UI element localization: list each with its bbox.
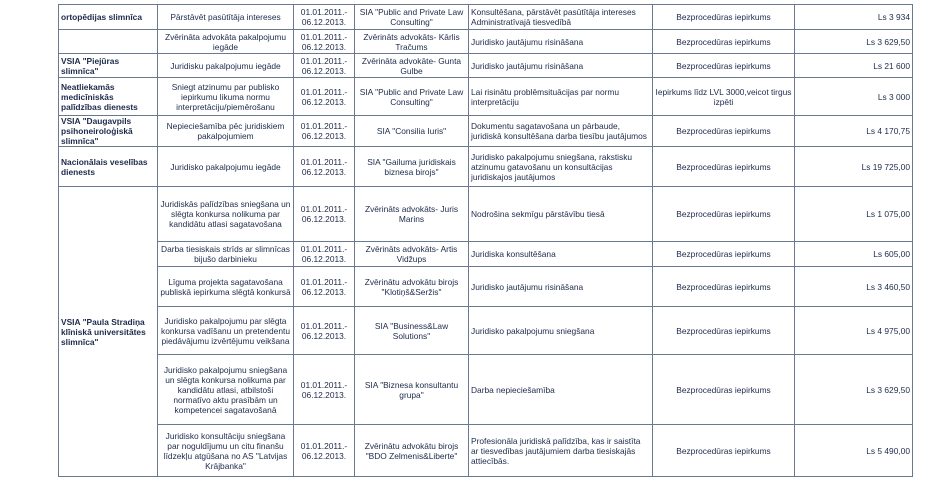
subject-cell: Līguma projekta sagatavošana publiskā iepirkuma slēgtā konkursā xyxy=(158,267,294,307)
service-cell: Profesionāla juridiskā palīdzība, kas ir saistīta ar tiesvedības jautājumiem darba tiesiskajās attiecībās. xyxy=(469,425,653,477)
org-cell: VSIA "Paula Stradiņa klīniskā universitātes slimnīca" xyxy=(59,187,158,477)
subject-cell: Juridiskās palīdzības sniegšana un slēgta konkursa nolikuma par kandidātu atlasi sagatavošana xyxy=(158,187,294,242)
procedure-cell: Iepirkums līdz LVL 3000,veicot tirgus izpēti xyxy=(653,78,795,116)
table-row xyxy=(59,242,913,267)
service-cell: Juridisko jautājumu risināšana xyxy=(469,54,653,78)
service-cell: Nodrošina sekmīgu pārstāvību tiesā xyxy=(469,187,653,242)
amount-cell: Ls 3 000 xyxy=(795,78,913,116)
service-cell: Juridiska konsultēšana xyxy=(469,242,653,267)
supplier-cell: Zvērināts advokāts- Juris Marins xyxy=(355,187,469,242)
amount-cell: Ls 3 934 xyxy=(795,5,913,30)
service-cell: Juridisko pakalpojumu sniegšana, rakstisku atzinumu gatavošanu un konsultācijas juridiskajos jautājumos xyxy=(469,147,653,187)
amount-cell: Ls 4 170,75 xyxy=(795,116,913,147)
procedure-cell: Bezprocedūras iepirkums xyxy=(653,307,795,355)
supplier-cell: Zvērināts advokāts- Kārlis Tračums xyxy=(355,30,469,54)
period-cell: 01.01.2011.- 06.12.2013. xyxy=(294,54,355,78)
supplier-cell: SIA "Public and Private Law Consulting" xyxy=(355,78,469,116)
period-cell: 01.01.2011.- 06.12.2013. xyxy=(294,267,355,307)
table-row xyxy=(59,78,913,116)
service-cell: Dokumentu sagatavošana un pārbaude, juridiskā konsultēšana darba tiesību jautājumos xyxy=(469,116,653,147)
period-cell: 01.01.2011.- 06.12.2013. xyxy=(294,116,355,147)
amount-cell: Ls 605,00 xyxy=(795,242,913,267)
table-row xyxy=(59,425,913,477)
subject-cell: Zvērināta advokāta pakalpojumu iegāde xyxy=(158,30,294,54)
amount-cell: Ls 3 460,50 xyxy=(795,267,913,307)
table-row xyxy=(59,54,913,78)
table-row xyxy=(59,355,913,425)
org-cell-empty xyxy=(59,30,158,54)
supplier-cell: SIA "Business&Law Solutions" xyxy=(355,307,469,355)
subject-cell: Juridisko pakalpojumu iegāde xyxy=(158,147,294,187)
subject-cell: Pārstāvēt pasūtītāja intereses xyxy=(158,5,294,30)
supplier-cell: SIA "Gailuma juridiskais biznesa birojs" xyxy=(355,147,469,187)
supplier-cell: SIA "Public and Private Law Consulting" xyxy=(355,5,469,30)
amount-cell: Ls 5 490,00 xyxy=(795,425,913,477)
subject-cell: Sniegt atzinumu par publisko iepirkumu likuma normu interpretāciju/piemērošanu xyxy=(158,78,294,116)
supplier-cell: Zvērināta advokāte- Gunta Gulbe xyxy=(355,54,469,78)
amount-cell: Ls 21 600 xyxy=(795,54,913,78)
service-cell: Lai risinātu problēmsituācijas par normu interpretāciju xyxy=(469,78,653,116)
subject-cell: Darba tiesiskais strīds ar slimnīcas bijušo darbinieku xyxy=(158,242,294,267)
procedure-cell: Bezprocedūras iepirkums xyxy=(653,5,795,30)
procedure-cell: Bezprocedūras iepirkums xyxy=(653,242,795,267)
service-cell: Juridisko pakalpojumu sniegšana xyxy=(469,307,653,355)
org-cell: VSIA "Daugavpils psihoneiroloģiskā slimnīca" xyxy=(59,116,158,147)
org-cell: VSIA "Piejūras slimnīca" xyxy=(59,54,158,78)
supplier-cell: Zvērināts advokāts- Artis Vidžups xyxy=(355,242,469,267)
service-cell: Juridisko jautājumu risināšana xyxy=(469,267,653,307)
service-cell: Juridisko jautājumu risināšana xyxy=(469,30,653,54)
subject-cell: Nepieciešamība pēc juridiskiem pakalpojumiem xyxy=(158,116,294,147)
subject-cell: Juridisku pakalpojumu iegāde xyxy=(158,54,294,78)
procedure-cell: Bezprocedūras iepirkums xyxy=(653,425,795,477)
period-cell: 01.01.2011.- 06.12.2013. xyxy=(294,187,355,242)
procedure-cell: Bezprocedūras iepirkums xyxy=(653,355,795,425)
subject-cell: Juridisko pakalpojumu sniegšana un slēgta konkursa nolikuma par kandidātu atlasi, atbilstoši normatīvo aktu prasībām un kompetencei sagatavošanā xyxy=(158,355,294,425)
subject-cell: Juridisko pakalpojumu par slēgta konkursa vadīšanu un pretendentu piedāvājumu izvērtējumu veikšana xyxy=(158,307,294,355)
period-cell: 01.01.2011.- 06.12.2013. xyxy=(294,147,355,187)
procedure-cell: Bezprocedūras iepirkums xyxy=(653,116,795,147)
period-cell: 01.01.2011.- 06.12.2013. xyxy=(294,307,355,355)
table-row xyxy=(59,187,913,242)
procedure-cell: Bezprocedūras iepirkums xyxy=(653,54,795,78)
procedure-cell: Bezprocedūras iepirkums xyxy=(653,30,795,54)
supplier-cell: SIA "Consilia Iuris" xyxy=(355,116,469,147)
period-cell: 01.01.2011.- 06.12.2013. xyxy=(294,242,355,267)
supplier-cell: Zvērinātu advokātu birojs "BDO Zelmenis&Liberte" xyxy=(355,425,469,477)
period-cell: 01.01.2011.- 06.12.2013. xyxy=(294,30,355,54)
service-cell: Konsultēšana, pārstāvēt pasūtītāja intereses Administratīvajā tiesvedībā xyxy=(469,5,653,30)
period-cell: 01.01.2011.- 06.12.2013. xyxy=(294,5,355,30)
amount-cell: Ls 1 075,00 xyxy=(795,187,913,242)
table-row xyxy=(59,116,913,147)
table-row xyxy=(59,307,913,355)
table-row xyxy=(59,147,913,187)
supplier-cell: SIA "Biznesa konsultantu grupa" xyxy=(355,355,469,425)
amount-cell: Ls 3 629,50 xyxy=(795,355,913,425)
supplier-cell: Zvērinātu advokātu birojs "Klotiņš&Seržis" xyxy=(355,267,469,307)
org-cell: ortopēdijas slimnīca xyxy=(59,5,158,30)
procedure-cell: Bezprocedūras iepirkums xyxy=(653,187,795,242)
org-cell: Nacionālais veselības dienests xyxy=(59,147,158,187)
procurement-table xyxy=(58,4,913,477)
table-row xyxy=(59,5,913,30)
period-cell: 01.01.2011.- 06.12.2013. xyxy=(294,78,355,116)
table-row xyxy=(59,267,913,307)
amount-cell: Ls 3 629,50 xyxy=(795,30,913,54)
amount-cell: Ls 19 725,00 xyxy=(795,147,913,187)
service-cell: Darba nepieciešamība xyxy=(469,355,653,425)
procedure-cell: Bezprocedūras iepirkums xyxy=(653,147,795,187)
org-cell: Neatliekamās medicīniskās palīdzības dienests xyxy=(59,78,158,116)
period-cell: 01.01.2011.- 06.12.2013. xyxy=(294,425,355,477)
amount-cell: Ls 4 975,00 xyxy=(795,307,913,355)
procedure-cell: Bezprocedūras iepirkums xyxy=(653,267,795,307)
subject-cell: Juridisko konsultāciju sniegšana par noguldījumu un citu finanšu līdzekļu atgūšana no AS "Latvijas Krājbanka" xyxy=(158,425,294,477)
table-row xyxy=(59,30,913,54)
period-cell: 01.01.2011.- 06.12.2013. xyxy=(294,355,355,425)
